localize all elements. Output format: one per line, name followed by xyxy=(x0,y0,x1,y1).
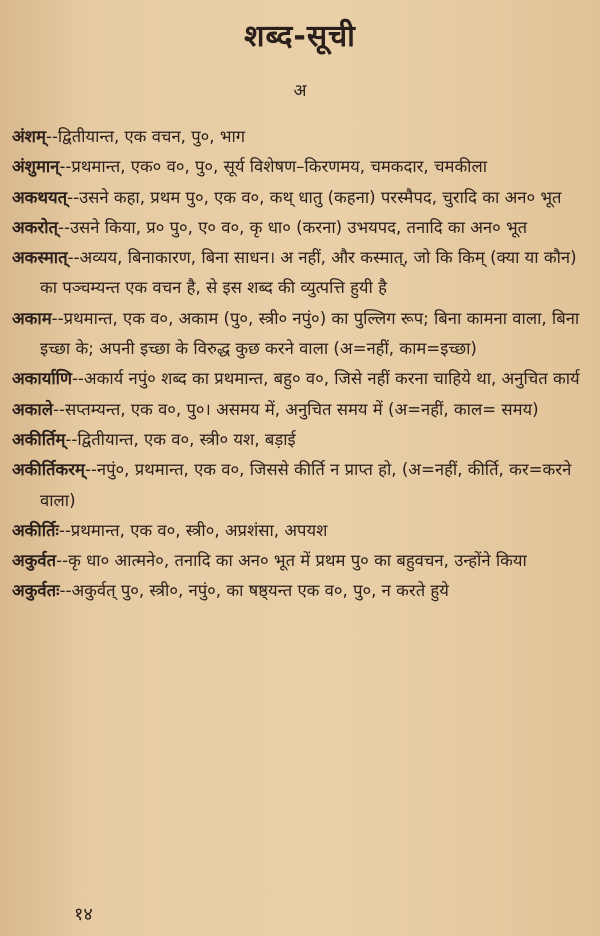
entry-headword: अकीर्तिकरम् xyxy=(12,460,85,480)
entry xyxy=(12,425,588,455)
entry-headword: अकीर्तिः xyxy=(12,520,59,540)
entry-definition: --अकार्य नपुं० शब्द का प्रथमान्त, बहु० व०, जिसे नहीं करना चाहिये था, अनुचित कार्य xyxy=(71,369,580,389)
entry-headword: अंशुमान् xyxy=(12,157,60,177)
entry-definition: --कृ धा० आत्मने०, तनादि का अन० भूत में प्रथम पु० का बहुवचन, उन्होंने किया xyxy=(56,551,527,571)
entry-headword: अकरोत् xyxy=(12,217,58,237)
entry-list xyxy=(12,122,588,607)
entry xyxy=(12,546,588,576)
entry xyxy=(12,213,588,243)
page-title: शब्द-सूची xyxy=(244,19,356,54)
entry-definition: --प्रथमान्त, एक० व०, पु०, सूर्य विशेषण–किरणमय, चमकदार, चमकीला xyxy=(59,157,488,177)
entry xyxy=(12,395,588,425)
entry-headword: अकुर्वत xyxy=(12,551,57,571)
section-letter: अ xyxy=(293,81,307,101)
entry-definition: --अव्यय, बिनाकारण, बिना साधन। अ नहीं, और कस्मात्, जो कि किम् (क्या या कौन) का पञ्चम्यन्त एक वचन है, से इस शब्द की व्युत्पत्ति हुयी है xyxy=(40,248,577,298)
entry xyxy=(12,576,588,606)
entry xyxy=(12,122,588,152)
entry-definition: --सप्तम्यन्त, एक व०, पु०। असमय में, अनुचित समय में (अ=नहीं, काल= समय) xyxy=(52,399,539,419)
entry xyxy=(12,243,588,304)
entry-definition: --उसने किया, प्र० पु०, ए० व०, कृ धा० (करना) उभयपद, तनादि का अन० भूत xyxy=(57,217,528,237)
entry-definition: --प्रथमान्त, एक व०, स्त्री०, अप्रशंसा, अपयश xyxy=(58,520,328,540)
entry-definition: --नपुं०, प्रथमान्त, एक व०, जिससे कीर्ति न प्राप्त हो, (अ=नहीं, कीर्ति, कर=करने वाला) xyxy=(40,460,572,510)
entry xyxy=(12,455,588,516)
entry xyxy=(12,364,588,394)
entry-definition: --उसने कहा, प्रथम पु०, एक व०, कथ् धातु (कहना) परस्मैपद, चुरादि का अन० भूत xyxy=(67,187,562,207)
page-number: १४ xyxy=(74,904,93,925)
entry xyxy=(12,516,588,546)
entry-definition: --अकुर्वत् पु०, स्त्री०, नपुं०, का षष्ठ्यन्त एक व०, पु०, न करते हुये xyxy=(59,581,449,601)
entry-definition: --प्रथमान्त, एक व०, अकाम (पु०, स्त्री० नपुं०) का पुल्लिग रूप; बिना कामना वाला, बिना इच्छा के; अपनी इच्छा के विरुद्ध कुछ करने वाला (अ=नहीं, काम=इच्छा) xyxy=(40,308,580,359)
entry-headword: अंशम् xyxy=(12,127,46,146)
entry-headword: अकाम xyxy=(12,308,52,328)
entry-headword: अकथयत् xyxy=(12,187,68,207)
entry-definition: --द्वितीयान्त, एक वचन, पु०, भाग xyxy=(45,127,246,146)
entry xyxy=(12,152,588,182)
entry-headword: अकीर्तिम् xyxy=(12,429,66,449)
entry xyxy=(12,183,588,213)
entry-headword: अकाले xyxy=(12,399,53,419)
entry xyxy=(12,304,588,365)
entry-headword: अकुर्वतः xyxy=(12,581,60,601)
entry-definition: --द्वितीयान्त, एक व०, स्त्री० यश, बड़ाई xyxy=(65,429,296,449)
entry-headword: अकार्याणि xyxy=(12,369,72,389)
entry-headword: अकस्मात् xyxy=(12,248,68,268)
